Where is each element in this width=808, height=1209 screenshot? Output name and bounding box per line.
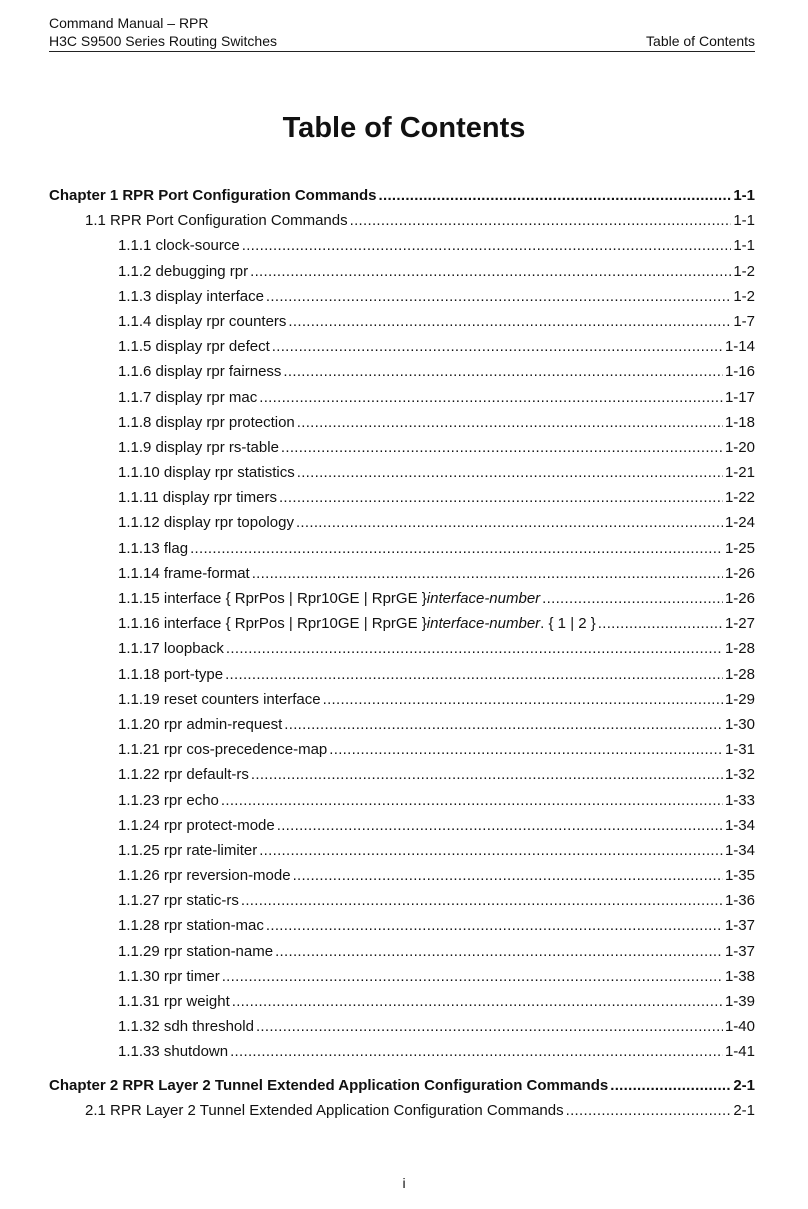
toc-entry-title: 1.1.21 rpr cos-precedence-map <box>118 741 328 759</box>
toc-subsection-entry[interactable] <box>49 363 755 388</box>
toc-dot-leader <box>288 313 731 330</box>
toc-subsection-entry[interactable] <box>49 716 755 741</box>
toc-dot-leader <box>566 1102 732 1119</box>
toc-entry-title: 1.1.15 interface { RprPos | Rpr10GE | RprGE } <box>118 590 427 607</box>
toc-subsection-entry[interactable] <box>49 439 755 464</box>
toc-subsection-entry[interactable] <box>49 993 755 1018</box>
toc-dot-leader <box>222 968 723 985</box>
toc-dot-leader <box>275 943 723 960</box>
toc-entry-title: 1.1.4 display rpr counters <box>118 312 287 330</box>
toc-subsection-entry[interactable] <box>49 464 755 489</box>
toc-page-number: 1-36 <box>724 892 755 910</box>
toc-subsection-entry[interactable] <box>49 489 755 514</box>
toc-subsection-entry[interactable] <box>49 766 755 791</box>
toc-subsection-entry[interactable] <box>49 691 755 716</box>
toc-subsection-entry[interactable] <box>49 540 755 565</box>
toc-page-number: 1-7 <box>733 312 755 330</box>
toc-subsection-entry[interactable] <box>49 968 755 993</box>
toc-dot-leader <box>323 691 723 708</box>
toc-page-number: 1-35 <box>724 867 755 885</box>
toc-dot-leader <box>252 565 723 582</box>
toc-subsection-entry[interactable] <box>49 867 755 892</box>
toc-dot-leader <box>190 540 723 557</box>
toc-dot-leader <box>272 338 723 355</box>
toc-dot-leader <box>277 817 723 834</box>
toc-entry-title: 1.1.23 rpr echo <box>118 791 219 809</box>
toc-subsection-entry[interactable] <box>49 943 755 968</box>
toc-page-number: 1-28 <box>724 640 755 658</box>
toc-dot-leader <box>598 615 723 632</box>
toc-page-number: 1-34 <box>724 816 755 834</box>
toc-dot-leader <box>259 389 723 406</box>
toc-page-number: 1-27 <box>724 615 755 633</box>
toc-dot-leader <box>251 766 723 783</box>
toc-entry-title: Chapter 2 RPR Layer 2 Tunnel Extended Application Configuration Commands <box>49 1076 609 1094</box>
toc-subsection-entry[interactable] <box>49 1043 755 1068</box>
toc-entry-title: 1.1.22 rpr default-rs <box>118 766 249 784</box>
header-divider <box>49 51 755 52</box>
toc-dot-leader <box>256 1018 723 1035</box>
toc-entry-title: 1.1.14 frame-format <box>118 564 250 582</box>
page-title: Table of Contents <box>282 112 526 144</box>
toc-subsection-entry[interactable] <box>49 917 755 942</box>
toc-entry-title: Chapter 1 RPR Port Configuration Commands <box>49 187 377 204</box>
toc-entry-title: interface-number <box>426 615 541 633</box>
toc-dot-leader <box>284 716 723 733</box>
toc-dot-leader <box>542 590 723 607</box>
page-header <box>49 14 755 50</box>
toc-entry-title: 1.1.7 display rpr mac <box>118 388 258 406</box>
toc-page-number: 1-24 <box>724 514 755 532</box>
toc-subsection-entry[interactable] <box>49 640 755 665</box>
toc-chapter-entry[interactable] <box>49 187 755 212</box>
toc-subsection-entry[interactable] <box>49 288 755 313</box>
toc-entry-title: 2.1 RPR Layer 2 Tunnel Extended Application Configuration Commands <box>85 1101 564 1119</box>
toc-entry-title: 1.1.17 loopback <box>118 640 224 658</box>
header-product: H3C S9500 Series Routing Switches <box>49 33 278 49</box>
header-section: Table of Contents <box>646 33 755 49</box>
toc-dot-leader <box>329 741 723 758</box>
toc-dot-leader <box>296 514 723 531</box>
toc-entry-title: 1.1.1 clock-source <box>118 237 240 255</box>
toc-page-number: 1-14 <box>724 338 755 356</box>
table-of-contents <box>49 187 755 1127</box>
toc-subsection-entry[interactable] <box>49 842 755 867</box>
toc-page-number: 1-2 <box>733 287 755 305</box>
toc-dot-leader <box>297 414 723 431</box>
toc-entry-title: 1.1.20 rpr admin-request <box>118 715 283 733</box>
toc-page-number: 1-38 <box>724 967 755 985</box>
toc-page-number: 1-26 <box>724 590 755 607</box>
toc-dot-leader <box>259 842 723 859</box>
toc-dot-leader <box>293 867 723 884</box>
toc-subsection-entry[interactable] <box>49 338 755 363</box>
toc-entry-title: . { 1 | 2 } <box>540 615 596 633</box>
toc-page-number: 1-25 <box>724 539 755 557</box>
toc-dot-leader <box>226 640 723 657</box>
toc-entry-title: interface-number <box>426 590 541 607</box>
toc-subsection-entry[interactable] <box>49 892 755 917</box>
toc-page-number: 1-1 <box>733 212 755 230</box>
toc-page-number: 1-26 <box>724 564 755 582</box>
toc-page-number: 1-18 <box>724 413 755 431</box>
toc-entry-title: 1.1.12 display rpr topology <box>118 514 294 532</box>
toc-page-number: 1-2 <box>733 262 755 280</box>
toc-page-number: 1-39 <box>724 993 755 1010</box>
toc-entry-title: 1.1.26 rpr reversion-mode <box>118 867 291 885</box>
toc-entry-title: 1.1.3 display interface <box>118 287 264 305</box>
toc-dot-leader <box>225 666 723 683</box>
toc-entry-title: 1.1.31 rpr weight <box>118 993 230 1010</box>
toc-entry-title: 1.1.19 reset counters interface <box>118 690 321 708</box>
toc-entry-title: 1.1.9 display rpr rs-table <box>118 438 279 456</box>
toc-dot-leader <box>350 212 732 229</box>
toc-dot-leader <box>241 892 723 909</box>
toc-page-number: 1-40 <box>724 1018 755 1036</box>
toc-dot-leader <box>232 993 723 1010</box>
toc-dot-leader <box>379 187 732 204</box>
toc-page-number: 1-34 <box>724 841 755 859</box>
toc-entry-title: 1.1.28 rpr station-mac <box>118 917 264 935</box>
toc-page-number: 1-21 <box>724 464 755 482</box>
toc-entry-title: 1.1.13 flag <box>118 539 189 557</box>
page-number: i <box>402 1175 406 1191</box>
toc-entry-title: 1.1.18 port-type <box>118 665 224 683</box>
toc-page-number: 1-37 <box>724 942 755 960</box>
toc-dot-leader <box>266 288 731 305</box>
toc-page-number: 2-1 <box>733 1101 755 1119</box>
toc-subsection-entry[interactable] <box>49 263 755 288</box>
toc-entry-title: 1.1.27 rpr static-rs <box>118 892 239 910</box>
toc-page-number: 1-41 <box>724 1043 755 1061</box>
toc-dot-leader <box>281 439 723 456</box>
toc-subsection-entry[interactable] <box>49 817 755 842</box>
toc-page-number: 2-1 <box>733 1076 755 1094</box>
toc-page-number: 1-17 <box>724 388 755 406</box>
toc-page-number: 1-28 <box>724 665 755 683</box>
toc-entry-title: 1.1.10 display rpr statistics <box>118 464 295 482</box>
toc-dot-leader <box>283 363 723 380</box>
toc-entry-title: 1.1.6 display rpr fairness <box>118 363 282 381</box>
toc-dot-leader <box>279 489 723 506</box>
toc-entry-title: 1.1.11 display rpr timers <box>118 489 277 507</box>
toc-entry-title: 1.1.33 shutdown <box>118 1043 229 1061</box>
toc-page-number: 1-1 <box>733 237 755 255</box>
toc-subsection-entry[interactable] <box>49 792 755 817</box>
toc-subsection-entry[interactable] <box>49 313 755 338</box>
toc-page-number: 1-1 <box>733 187 755 204</box>
toc-subsection-entry[interactable] <box>49 389 755 414</box>
toc-dot-leader <box>250 263 731 280</box>
toc-dot-leader <box>242 237 732 254</box>
toc-dot-leader <box>610 1077 731 1094</box>
toc-subsection-entry[interactable] <box>49 565 755 590</box>
toc-entry-title: 1.1.5 display rpr defect <box>118 338 270 356</box>
toc-dot-leader <box>230 1043 723 1060</box>
toc-entry-title: 1.1.2 debugging rpr <box>118 262 249 280</box>
toc-page-number: 1-33 <box>724 791 755 809</box>
toc-page-number: 1-31 <box>724 741 755 759</box>
toc-dot-leader <box>221 792 723 809</box>
toc-dot-leader <box>266 917 723 934</box>
toc-entry-title: 1.1.30 rpr timer <box>118 967 220 985</box>
toc-section-entry[interactable] <box>49 1102 755 1127</box>
toc-subsection-entry[interactable] <box>49 615 755 640</box>
toc-section-entry[interactable] <box>49 212 755 237</box>
toc-entry-title: 1.1.29 rpr station-name <box>118 942 274 960</box>
toc-entry-title: 1.1.24 rpr protect-mode <box>118 816 275 834</box>
toc-page-number: 1-16 <box>724 363 755 381</box>
toc-subsection-entry[interactable] <box>49 1018 755 1043</box>
toc-subsection-entry[interactable] <box>49 666 755 691</box>
toc-entry-title: 1.1.8 display rpr protection <box>118 413 295 431</box>
toc-entry-title: 1.1 RPR Port Configuration Commands <box>85 212 348 230</box>
toc-page-number: 1-20 <box>724 438 755 456</box>
toc-page-number: 1-29 <box>724 690 755 708</box>
toc-subsection-entry[interactable] <box>49 741 755 766</box>
toc-entry-title: 1.1.16 interface { RprPos | Rpr10GE | RprGE } <box>118 615 427 633</box>
toc-page-number: 1-32 <box>724 766 755 784</box>
toc-page-number: 1-22 <box>724 489 755 507</box>
toc-subsection-entry[interactable] <box>49 414 755 439</box>
toc-page-number: 1-37 <box>724 917 755 935</box>
toc-page-number: 1-30 <box>724 715 755 733</box>
toc-entry-title: 1.1.32 sdh threshold <box>118 1018 254 1036</box>
toc-subsection-entry[interactable] <box>49 514 755 539</box>
toc-subsection-entry[interactable] <box>49 590 755 615</box>
toc-subsection-entry[interactable] <box>49 237 755 262</box>
toc-entry-title: 1.1.25 rpr rate-limiter <box>118 841 258 859</box>
toc-chapter-entry[interactable] <box>49 1077 755 1102</box>
header-manual-title: Command Manual – RPR <box>49 15 209 31</box>
toc-dot-leader <box>297 464 723 481</box>
